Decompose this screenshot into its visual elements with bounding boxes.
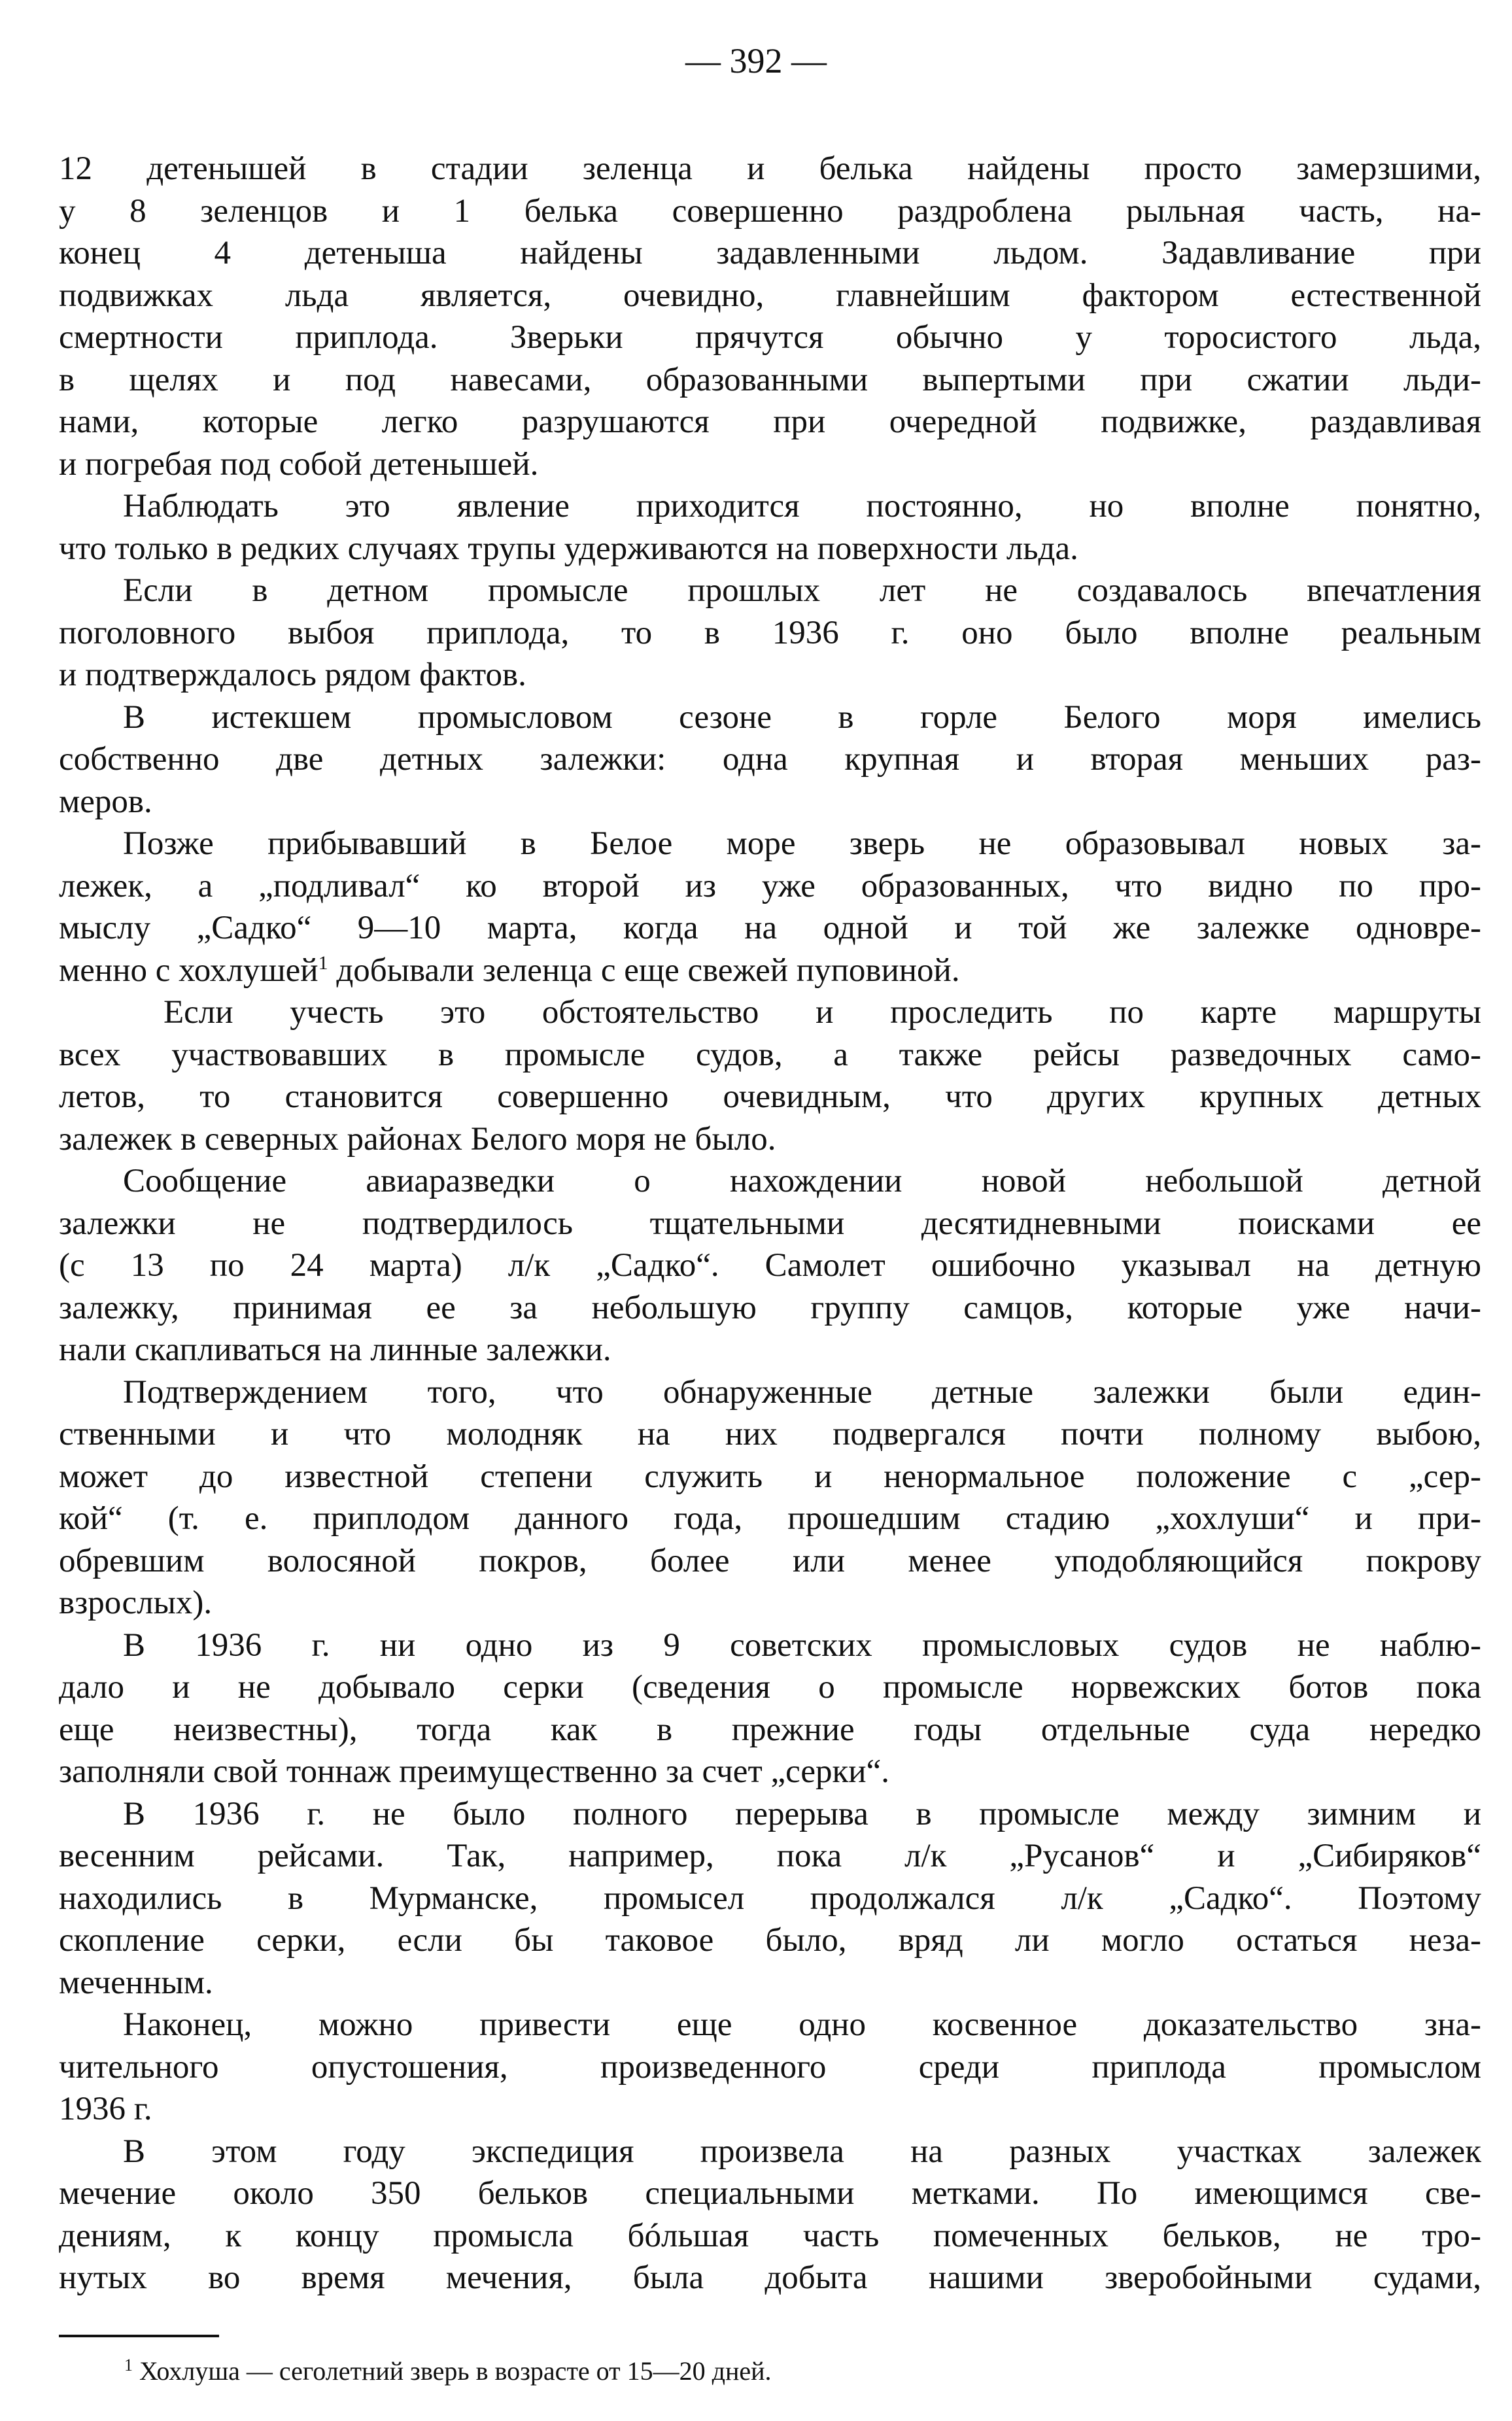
text-line: 1936 г.	[59, 2091, 152, 2127]
text-line: залежки не подтвердилось тщательными десятидневными поисками ее	[59, 1205, 1481, 1242]
text-line: меченным.	[59, 1964, 213, 2001]
paragraph	[59, 991, 1481, 1160]
text-line: еще неизвестны), тогда как в прежние годы отдельные суда нередко	[59, 1711, 1481, 1748]
footnote-divider	[59, 2335, 219, 2337]
text-line: и погребая под собой детенышей.	[59, 445, 539, 483]
footnote-mark: 1	[124, 2355, 133, 2375]
text-line: Подтверждением того, что обнаруженные детные залежки были един-	[123, 1373, 1481, 1411]
paragraph	[59, 2004, 1481, 2131]
text-line: чительного опустошения, произведенного среди приплода промыслом	[59, 2048, 1481, 2086]
text-line: В истекшем промысловом сезоне в горле Белого моря имелись	[123, 698, 1481, 736]
text-line: собственно две детных залежки: одна крупная и вторая меньших раз-	[59, 741, 1481, 778]
text-line: поголовного выбоя приплода, то в 1936 г. оно было вполне реальным	[59, 614, 1481, 651]
paragraph	[59, 148, 1481, 485]
text-line: Если учесть это обстоятельство и проследить по карте маршруты	[163, 994, 1481, 1031]
text-line: подвижках льда является, очевидно, главнейшим фактором естественной	[59, 277, 1481, 314]
text-line: заполняли свой тоннаж преимущественно за счет „серки“.	[59, 1753, 889, 1790]
paragraph	[59, 2131, 1481, 2299]
paragraph	[59, 1793, 1481, 2004]
text-line: меров.	[59, 783, 152, 820]
text-line: смертности приплода. Зверьки прячутся обычно у торосистого льда,	[59, 319, 1481, 356]
paragraph	[59, 1624, 1481, 1793]
text-line: нали скапливаться на линные залежки.	[59, 1331, 611, 1368]
text-line: нутых во время мечения, была добыта нашими зверобойными судами,	[59, 2259, 1481, 2296]
text-line: залежек в северных районах Белого моря не было.	[59, 1120, 776, 1158]
page-number: — 392 —	[685, 41, 827, 80]
text-line: весенним рейсами. Так, например, пока л/к „Русанов“ и „Сибиряков“	[59, 1838, 1481, 1874]
text-line: мыслу „Садко“ 9—10 марта, когда на одной и той же залежке одновре-	[59, 910, 1481, 946]
text-line: (с 13 по 24 марта) л/к „Садко“. Самолет ошибочно указывал на детную	[59, 1247, 1481, 1284]
paragraph	[59, 570, 1481, 696]
text-line: конец 4 детеныша найдены задавленными льдом. Задавливание при	[59, 235, 1481, 271]
paragraph	[59, 1160, 1481, 1371]
text-line: скопление серки, если бы таковое было, вряд ли могло остаться неза-	[59, 1922, 1481, 1959]
text-segment: менно с хохлушей	[59, 952, 318, 989]
paragraph	[59, 1371, 1481, 1624]
body-text	[59, 148, 1481, 2299]
text-line: может до известной степени служить и ненормальное положение с „сер-	[59, 1458, 1481, 1495]
text-line: находились в Мурманске, промысел продолжался л/к „Садко“. Поэтому	[59, 1880, 1481, 1917]
footnote-text: Хохлуша — сеголетний зверь в возрасте от 15—20 дней.	[139, 2356, 772, 2386]
text-line: всех участвовавших в промысле судов, а также рейсы разведочных само-	[59, 1036, 1481, 1073]
text-line: Сообщение авиаразведки о нахождении новой небольшой детной	[123, 1163, 1481, 1199]
text-line: и подтверждалось рядом фактов.	[59, 657, 526, 693]
footnote-reference: 1	[318, 952, 328, 974]
paragraph	[59, 696, 1481, 823]
text-line: дало и не добывало серки (сведения о промысле норвежских ботов пока	[59, 1669, 1481, 1706]
text-line: кой“ (т. е. приплодом данного года, прошедшим стадию „хохлуши“ и при-	[59, 1500, 1481, 1537]
footnote	[124, 2352, 772, 2391]
text-line: в щелях и под навесами, образованными выпертыми при сжатии льди-	[59, 361, 1481, 398]
text-line: нами, которые легко разрушаются при очередной подвижке, раздавливая	[59, 404, 1481, 440]
text-line: Позже прибывавший в Белое море зверь не образовывал новых за-	[123, 825, 1481, 862]
text-line: летов, то становится совершенно очевидным, что других крупных детных	[59, 1078, 1481, 1115]
text-segment: добывали зеленца с еще свежей пуповиной.	[328, 952, 960, 989]
text-line: взрослых).	[59, 1585, 213, 1621]
text-line: Если в детном промысле прошлых лет не создавалось впечатления	[123, 572, 1481, 609]
text-line: обревшим волосяной покров, более или менее уподобляющийся покрову	[59, 1542, 1481, 1579]
paragraph	[59, 823, 1481, 991]
text-line	[59, 950, 1481, 992]
text-line: ственными и что молодняк на них подвергался почти полному выбою,	[59, 1416, 1481, 1452]
text-line: у 8 зеленцов и 1 белька совершенно раздроблена рыльная часть, на-	[59, 192, 1481, 230]
text-line: мечение около 350 бельков специальными метками. По имеющимся све-	[59, 2175, 1481, 2212]
text-line: В этом году экспедиция произвела на разных участках залежек	[123, 2133, 1481, 2170]
text-line: Наблюдать это явление приходится постоянно, но вполне понятно,	[123, 488, 1481, 524]
text-line: что только в редких случаях трупы удерживаются на поверхности льда.	[59, 530, 1078, 567]
text-line: Наконец, можно привести еще одно косвенное доказательство зна-	[123, 2006, 1481, 2043]
text-line: залежку, принимая ее за небольшую группу самцов, которые уже начи-	[59, 1289, 1481, 1326]
text-line: 12 детенышей в стадии зеленца и белька найдены просто замерзшими,	[59, 150, 1481, 187]
text-line: лежек, а „подливал“ ко второй из уже образованных, что видно по про-	[59, 867, 1481, 904]
paragraph	[59, 485, 1481, 570]
text-line: В 1936 г. не было полного перерыва в промысле между зимним и	[123, 1795, 1481, 1832]
text-line: В 1936 г. ни одно из 9 советских промысловых судов не наблю-	[123, 1626, 1481, 1664]
text-line: дениям, к концу промысла бóльшая часть помеченных бельков, не тро-	[59, 2217, 1481, 2254]
